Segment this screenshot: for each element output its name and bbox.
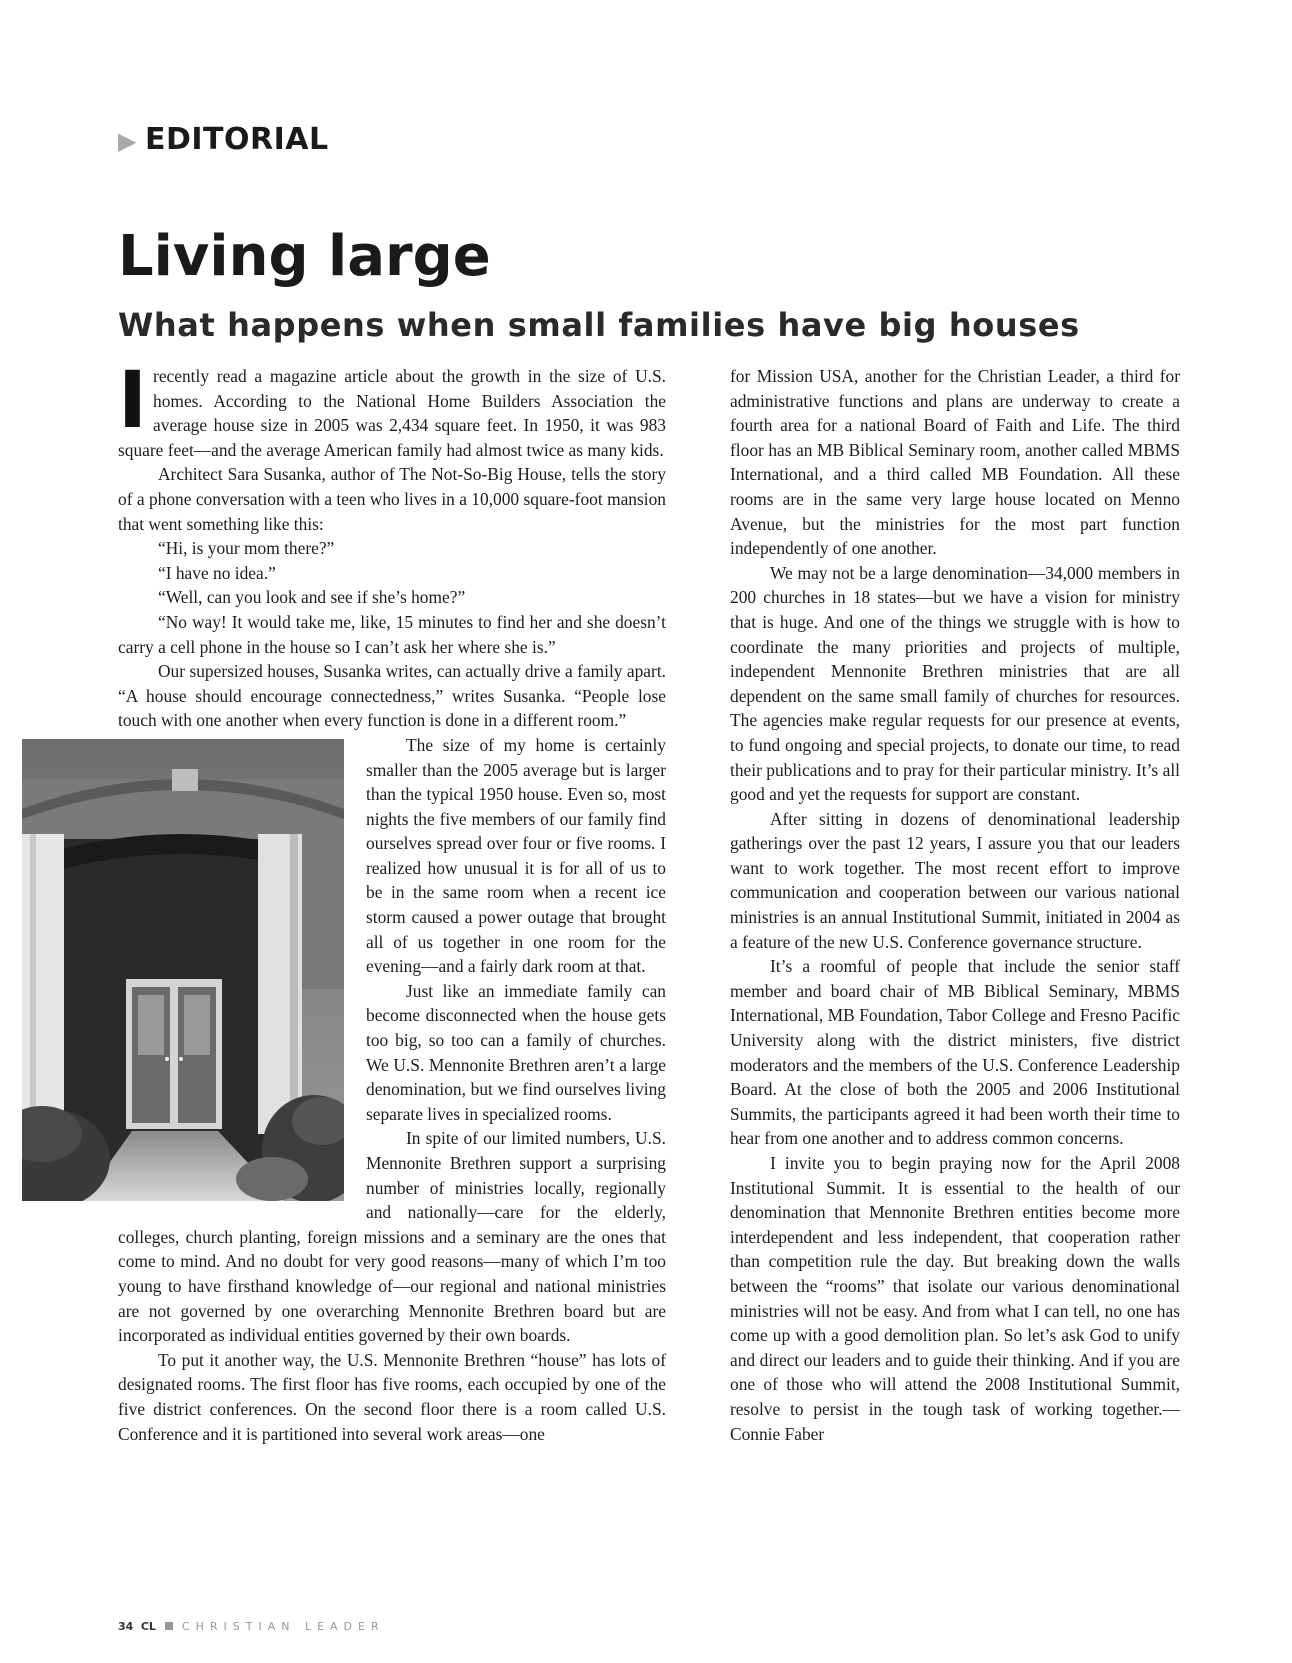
paragraph: “No way! It would take me, like, 15 minutes to find her and she doesn’t carry a cell phone in the house so I can’t ask her where she is.”: [118, 611, 666, 657]
section-label: [118, 122, 329, 157]
paragraph: for Mission USA, another for the Christian Leader, a third for administrative functions and plans are underway to create a fourth area for a national Board of Faith and Life. The third floor has an MB Biblical Seminary room, another called MBMS International, and a third called MB Foundation. All these rooms are in the same very large house located on Menno Avenue, but the ministries for the most part function independently of one another.: [730, 366, 1180, 559]
paragraph: I invite you to begin praying now for the April 2008 Institutional Summit. It is essential to the health of our denomination that Mennonite Brethren entities become more interdependent and less independent, that cooperation rather than competition rule the day. But breaking down the walls between the “rooms” that isolate our various denominational ministries will not be easy. And from what I can tell, no one has come up with a good demolition plan. So let’s ask God to unify and direct our leaders and to guide their thinking. And if you are one of those who will attend the 2008 Institutional Summit, resolve to persist in the tough task of working together.—Connie Faber: [730, 1153, 1180, 1444]
paragraph: “Hi, is your mom there?”: [158, 538, 335, 559]
paragraph: Irecently read a magazine article about the growth in the size of U.S. homes. According to the National Home Builders Association the average house size in 2005 was 2,434 square feet. In 1950, it was 983 square feet—and the average American family had almost twice as many kids.: [118, 356, 666, 460]
paragraph: Our supersized houses, Susanka writes, can actually drive a family apart. “A house should encourage connectedness,” writes Susanka. “People lose touch with one another when every function is done in a different room.”: [118, 661, 666, 731]
paragraph: Just like an immediate family can become disconnected when the house gets too big, so too can a family of churches. We U.S. Mennonite Brethren aren’t a large denomination, but we find ourselves living separate lives in specialized rooms.: [366, 980, 666, 1124]
drop-cap: I: [118, 356, 148, 446]
paragraph: We may not be a large denomination—34,000 members in 200 churches in 18 states—but we have a vision for ministry that is huge. And one of the things we struggle with is how to coordinate the many priorities and projects of multiple, independent Mennonite Brethren ministries that are all dependent on the same small family of churches for resources. The agencies make regular requests for our presence at events, to fund ongoing and special projects, to donate our time, to read their publications and to pray for their particular ministry. It’s all good and yet the requests for support are constant.: [730, 562, 1180, 805]
article-subtitle: What happens when small families have big houses: [118, 306, 1080, 344]
article-title: Living large: [118, 224, 491, 289]
photo-house-entrance: [22, 739, 344, 1201]
page-number: 34: [118, 1620, 134, 1633]
paragraph: “Well, can you look and see if she’s home?”: [158, 587, 466, 608]
paragraph: To put it another way, the U.S. Mennonite Brethren “house” has lots of designated rooms. The first floor has five rooms, each occupied by one of the five district conferences. On the second floor there is a room called U.S. Conference and it is partitioned into several work areas—one: [118, 1349, 666, 1444]
paragraph: Architect Sara Susanka, author of The Not-So-Big House, tells the story of a phone conversation with a teen who lives in a 10,000 square-foot mansion that went something like this:: [118, 464, 666, 534]
page-footer: [118, 1620, 385, 1633]
paragraph: In spite of our limited numbers, U.S. Mennonite Brethren support a surprising number of ministries locally, regionally and nationally—care for the elderly, colleges, church planting, foreign missions and a seminary are the ones that come to mind. And no doubt for very good reasons—many of which I’m too young to have firsthand knowledge of—our regional and national ministries are not governed by one overarching Mennonite Brethren board but are incorporated as individual entities governed by their own boards.: [118, 1128, 666, 1346]
section-label-text: EDITORIAL: [144, 122, 329, 157]
paragraph: After sitting in dozens of denominational leadership gatherings over the past 12 years, I assure you that our leaders want to work together. The most recent effort to improve communication and cooperation between our various national ministries is an annual Institutional Summit, initiated in 2004 as a feature of the new U.S. Conference governance structure.: [730, 808, 1180, 952]
article-column-right: [730, 364, 1180, 1446]
square-mark-icon: [165, 1622, 173, 1630]
article-column-left: [118, 356, 666, 1446]
paragraph: “I have no idea.”: [158, 562, 276, 583]
magazine-abbr: CL: [140, 1620, 156, 1633]
paragraph: It’s a roomful of people that include the senior staff member and board chair of MB Biblical Seminary, MBMS International, MB Foundation, Tabor College and Fresno Pacific University along with the district ministers, five district moderators and the members of the U.S. Conference Leadership Board. At the close of both the 2005 and 2006 Institutional Summits, the participants agreed it had been worth their time to hear from one another and to address common concerns.: [730, 956, 1180, 1149]
chevron-right-icon: ▶: [118, 127, 137, 155]
paragraph-with-photo: The size of my home is certainly smaller than the 2005 average but is larger than the typical 1950 house. Even so, most nights the five members of our family find ourselves spread over four or five rooms. I realized how unusual it is for all of us to be in the same room when a recent ice storm caused a power outage that brought all of us together in one room for the evening—and a fairly dark room at that.: [118, 733, 666, 979]
magazine-name: CHRISTIAN LEADER: [181, 1620, 385, 1633]
